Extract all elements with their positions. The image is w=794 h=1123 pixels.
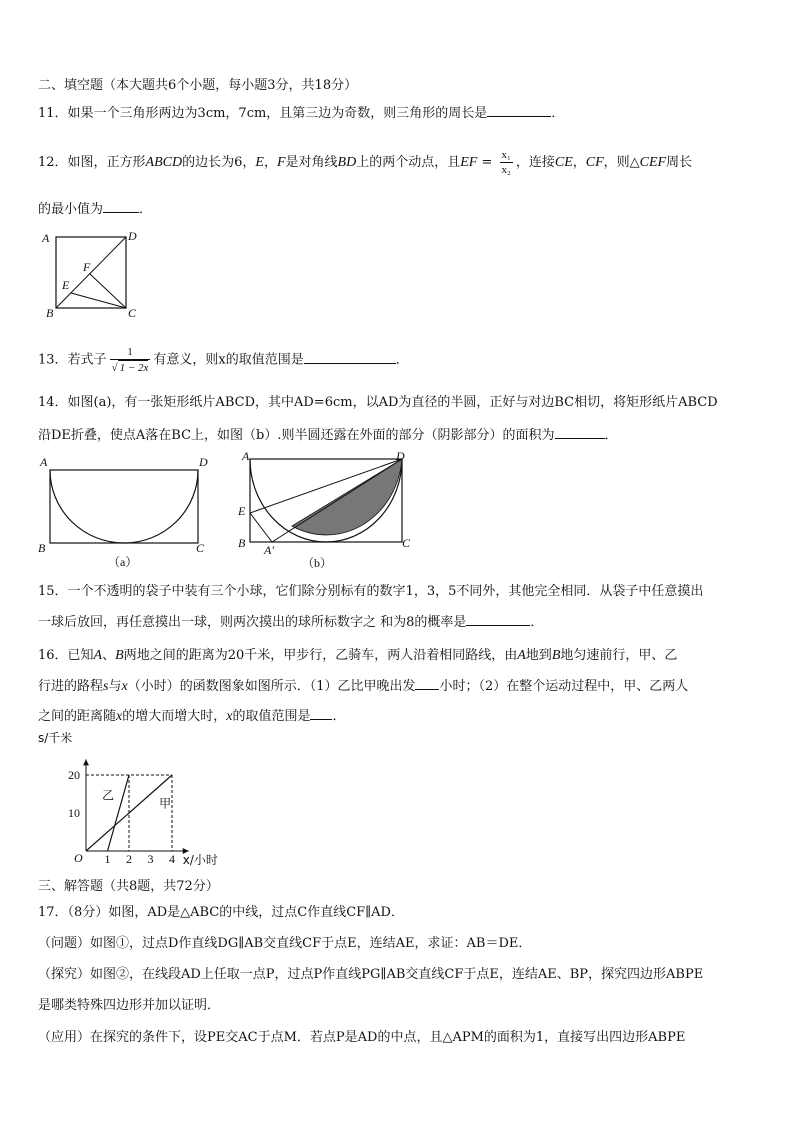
question-11-text: 11．如果一个三角形两边为3cm，7cm，且第三边为奇数，则三角形的周长是 <box>38 106 488 121</box>
label-f: F <box>83 260 91 274</box>
y-tick-label: 20 <box>68 768 80 782</box>
q16-var: A <box>517 648 526 663</box>
q13-text: 有意义，则x的取值范围是 <box>153 352 304 368</box>
label-a: A <box>40 455 48 469</box>
question-16-line-2 <box>38 677 688 696</box>
q12-fraction <box>500 148 513 177</box>
question-11-end: ． <box>551 106 565 121</box>
q15-text: ． <box>530 615 544 630</box>
label-d: D <box>396 449 405 463</box>
answer-blank <box>103 200 139 213</box>
label-a: A <box>42 231 50 245</box>
q16-var: x <box>116 709 123 724</box>
question-12-line-2 <box>38 200 152 219</box>
x-tick-label: 4 <box>169 852 175 866</box>
q16-function-graph <box>36 730 226 870</box>
q12-text: 的最小值为 <box>38 202 104 217</box>
q12-text: ， <box>263 155 277 170</box>
label-e: E <box>238 504 246 518</box>
q12-var: CEF <box>639 155 667 170</box>
diagonal-bd <box>56 237 126 308</box>
q12-var: E <box>255 155 264 170</box>
q12-var: EF <box>460 155 478 170</box>
q12-text: 上的两个动点，且 <box>356 155 461 170</box>
q12-text: ， <box>572 155 586 170</box>
segment-ea-prime <box>250 513 272 542</box>
question-16-line-3 <box>38 707 346 726</box>
q16-text: 地匀速前行，甲、乙 <box>560 648 678 663</box>
q16-text: 的取值范围是 <box>232 709 311 724</box>
q14-text: ． <box>604 428 618 443</box>
fraction-denominator: x₂ <box>501 164 511 176</box>
q16-text: （小时）的函数图象如图所示．（1）乙比甲晚出发 <box>127 679 416 694</box>
q16-var: s <box>103 679 109 694</box>
q12-var: CE <box>554 155 573 170</box>
x-axis-label: x/小时 <box>182 853 218 867</box>
question-11 <box>38 104 564 123</box>
origin-label: O <box>74 851 83 865</box>
q14-figure-b <box>232 448 422 572</box>
q16-text: 16．已知 <box>38 648 94 663</box>
radicand: 1 − 2x <box>119 362 149 374</box>
answer-blank <box>555 426 605 439</box>
question-14-line-1: 14．如图(a)，有一张矩形纸片ABCD，其中AD=6cm，以AD为直径的半圆，正好与对边BC相切，将矩形纸片ABCD <box>38 395 718 410</box>
y-tick-label: 10 <box>68 806 80 820</box>
q16-var: x <box>226 709 233 724</box>
q12-text: 周长 <box>666 155 693 170</box>
caption-a: （a） <box>108 555 138 569</box>
q12-text: = <box>477 155 497 170</box>
question-13 <box>38 345 409 375</box>
q12-text: 的边长为6， <box>182 155 256 170</box>
semicircle <box>50 470 198 543</box>
q16-text: 的增大而增大时， <box>122 709 227 724</box>
q16-text: 两地之间的距离为20千米，甲步行，乙骑车，两人沿着相同路线，由 <box>123 648 518 663</box>
q16-var: B <box>551 648 561 663</box>
question-17-line-4: 是哪类特殊四边形并加以证明． <box>38 998 221 1013</box>
q12-text: ． <box>139 202 153 217</box>
series-label-jia: 甲 <box>159 796 172 811</box>
answer-blank <box>304 351 396 364</box>
q16-text: 地到 <box>525 648 552 663</box>
q12-var: F <box>276 155 286 170</box>
question-15-line-2 <box>38 613 543 632</box>
question-17-line-5: （应用）在探究的条件下，设PE交AC于点M．若点P是AD的中点，且△APM的面积为1，直接写出四边形ABPE <box>38 1030 686 1045</box>
question-16-line-1 <box>38 647 677 665</box>
label-b: B <box>238 536 246 550</box>
section-2-heading: 二、填空题（本大题共6个小题，每小题3分，共18分） <box>38 78 358 93</box>
q16-text: 之间的距离随 <box>38 709 117 724</box>
q12-text: ，连接 <box>515 155 555 170</box>
fraction-numerator: x₁ <box>501 149 511 161</box>
x-tick-label: 3 <box>147 852 154 866</box>
y-axis-label: s/千米 <box>38 731 73 745</box>
caption-b: （b） <box>302 556 333 570</box>
question-17-line-1: 17．（8分）如图，AD是△ABC的中线，过点C作直线CF∥AD． <box>38 905 404 920</box>
series-line-yi <box>108 775 130 851</box>
answer-blank <box>487 104 551 117</box>
q16-text: 、 <box>102 648 116 663</box>
q12-text: ，则△ <box>603 155 640 170</box>
section-3-heading: 三、解答题（共8题，共72分） <box>38 879 219 894</box>
label-d: D <box>128 229 137 243</box>
x-tick-label: 1 <box>104 852 111 866</box>
q16-text: ． <box>332 709 346 724</box>
q12-var: BD <box>337 155 357 170</box>
label-c: C <box>128 306 137 320</box>
question-12-line-1 <box>38 148 692 177</box>
label-b: B <box>38 541 46 555</box>
q16-var: x <box>121 679 128 694</box>
q16-text: 行进的路程 <box>38 679 104 694</box>
x-tick-label: 2 <box>126 852 132 866</box>
question-17-line-2: （问题）如图①，过点D作直线DG∥AB交直线CF于点E，连结AE，求证：AB＝DE． <box>38 936 532 951</box>
question-14-line-2 <box>38 426 618 445</box>
label-e: E <box>62 278 70 292</box>
label-a-prime: A′ <box>264 543 274 557</box>
label-c: C <box>196 541 205 555</box>
q15-text: 一球后放回，再任意摸出一球，则两次摸出的球所标数字之 和为8的概率是 <box>38 615 467 630</box>
q14-text: 沿DE折叠，使点A落在BC上，如图（b）.则半圆还露在外面的部分（阴影部分）的面积为 <box>38 428 555 443</box>
answer-blank <box>310 707 332 720</box>
series-label-yi: 乙 <box>102 788 115 803</box>
q16-text: 小时；（2）在整个运动过程中，甲、乙两人 <box>439 679 689 694</box>
q13-text: ． <box>395 352 409 368</box>
q13-fraction <box>110 345 151 375</box>
q14-figure-a <box>36 452 216 572</box>
q12-text: 是对角线 <box>285 155 338 170</box>
q12-var: ABCD <box>145 155 183 170</box>
label-c: C <box>402 536 411 550</box>
question-17-line-3: （探究）如图②，在线段AD上任取一点P，过点P作直线PG∥AB交直线CF于点E，连结AE、BP，探究四边形ABPE <box>38 967 704 982</box>
answer-blank <box>415 677 439 690</box>
label-a: A <box>242 449 250 463</box>
rectangle-abcd <box>50 470 198 543</box>
q12-var: CF <box>585 155 604 170</box>
label-d: D <box>199 455 208 469</box>
q12-square-figure <box>38 226 148 321</box>
q13-text: 13．若式子 <box>38 352 107 368</box>
y-axis-arrow <box>83 759 89 765</box>
fraction-numerator: 1 <box>110 345 151 360</box>
q16-var: B <box>115 648 124 663</box>
q12-text: 12．如图，正方形 <box>38 155 146 170</box>
fraction-denominator: √ 1 − 2x <box>111 362 149 374</box>
label-b: B <box>46 306 54 320</box>
shaded-region <box>292 459 402 535</box>
answer-blank <box>466 613 530 626</box>
question-15-line-1: 15．一个不透明的袋子中装有三个小球，它们除分别标有的数字1，3，5不同外，其他完全相同．从袋子中任意摸出 <box>38 584 704 599</box>
q16-var: A <box>93 648 103 663</box>
q16-text: 与 <box>108 679 122 694</box>
